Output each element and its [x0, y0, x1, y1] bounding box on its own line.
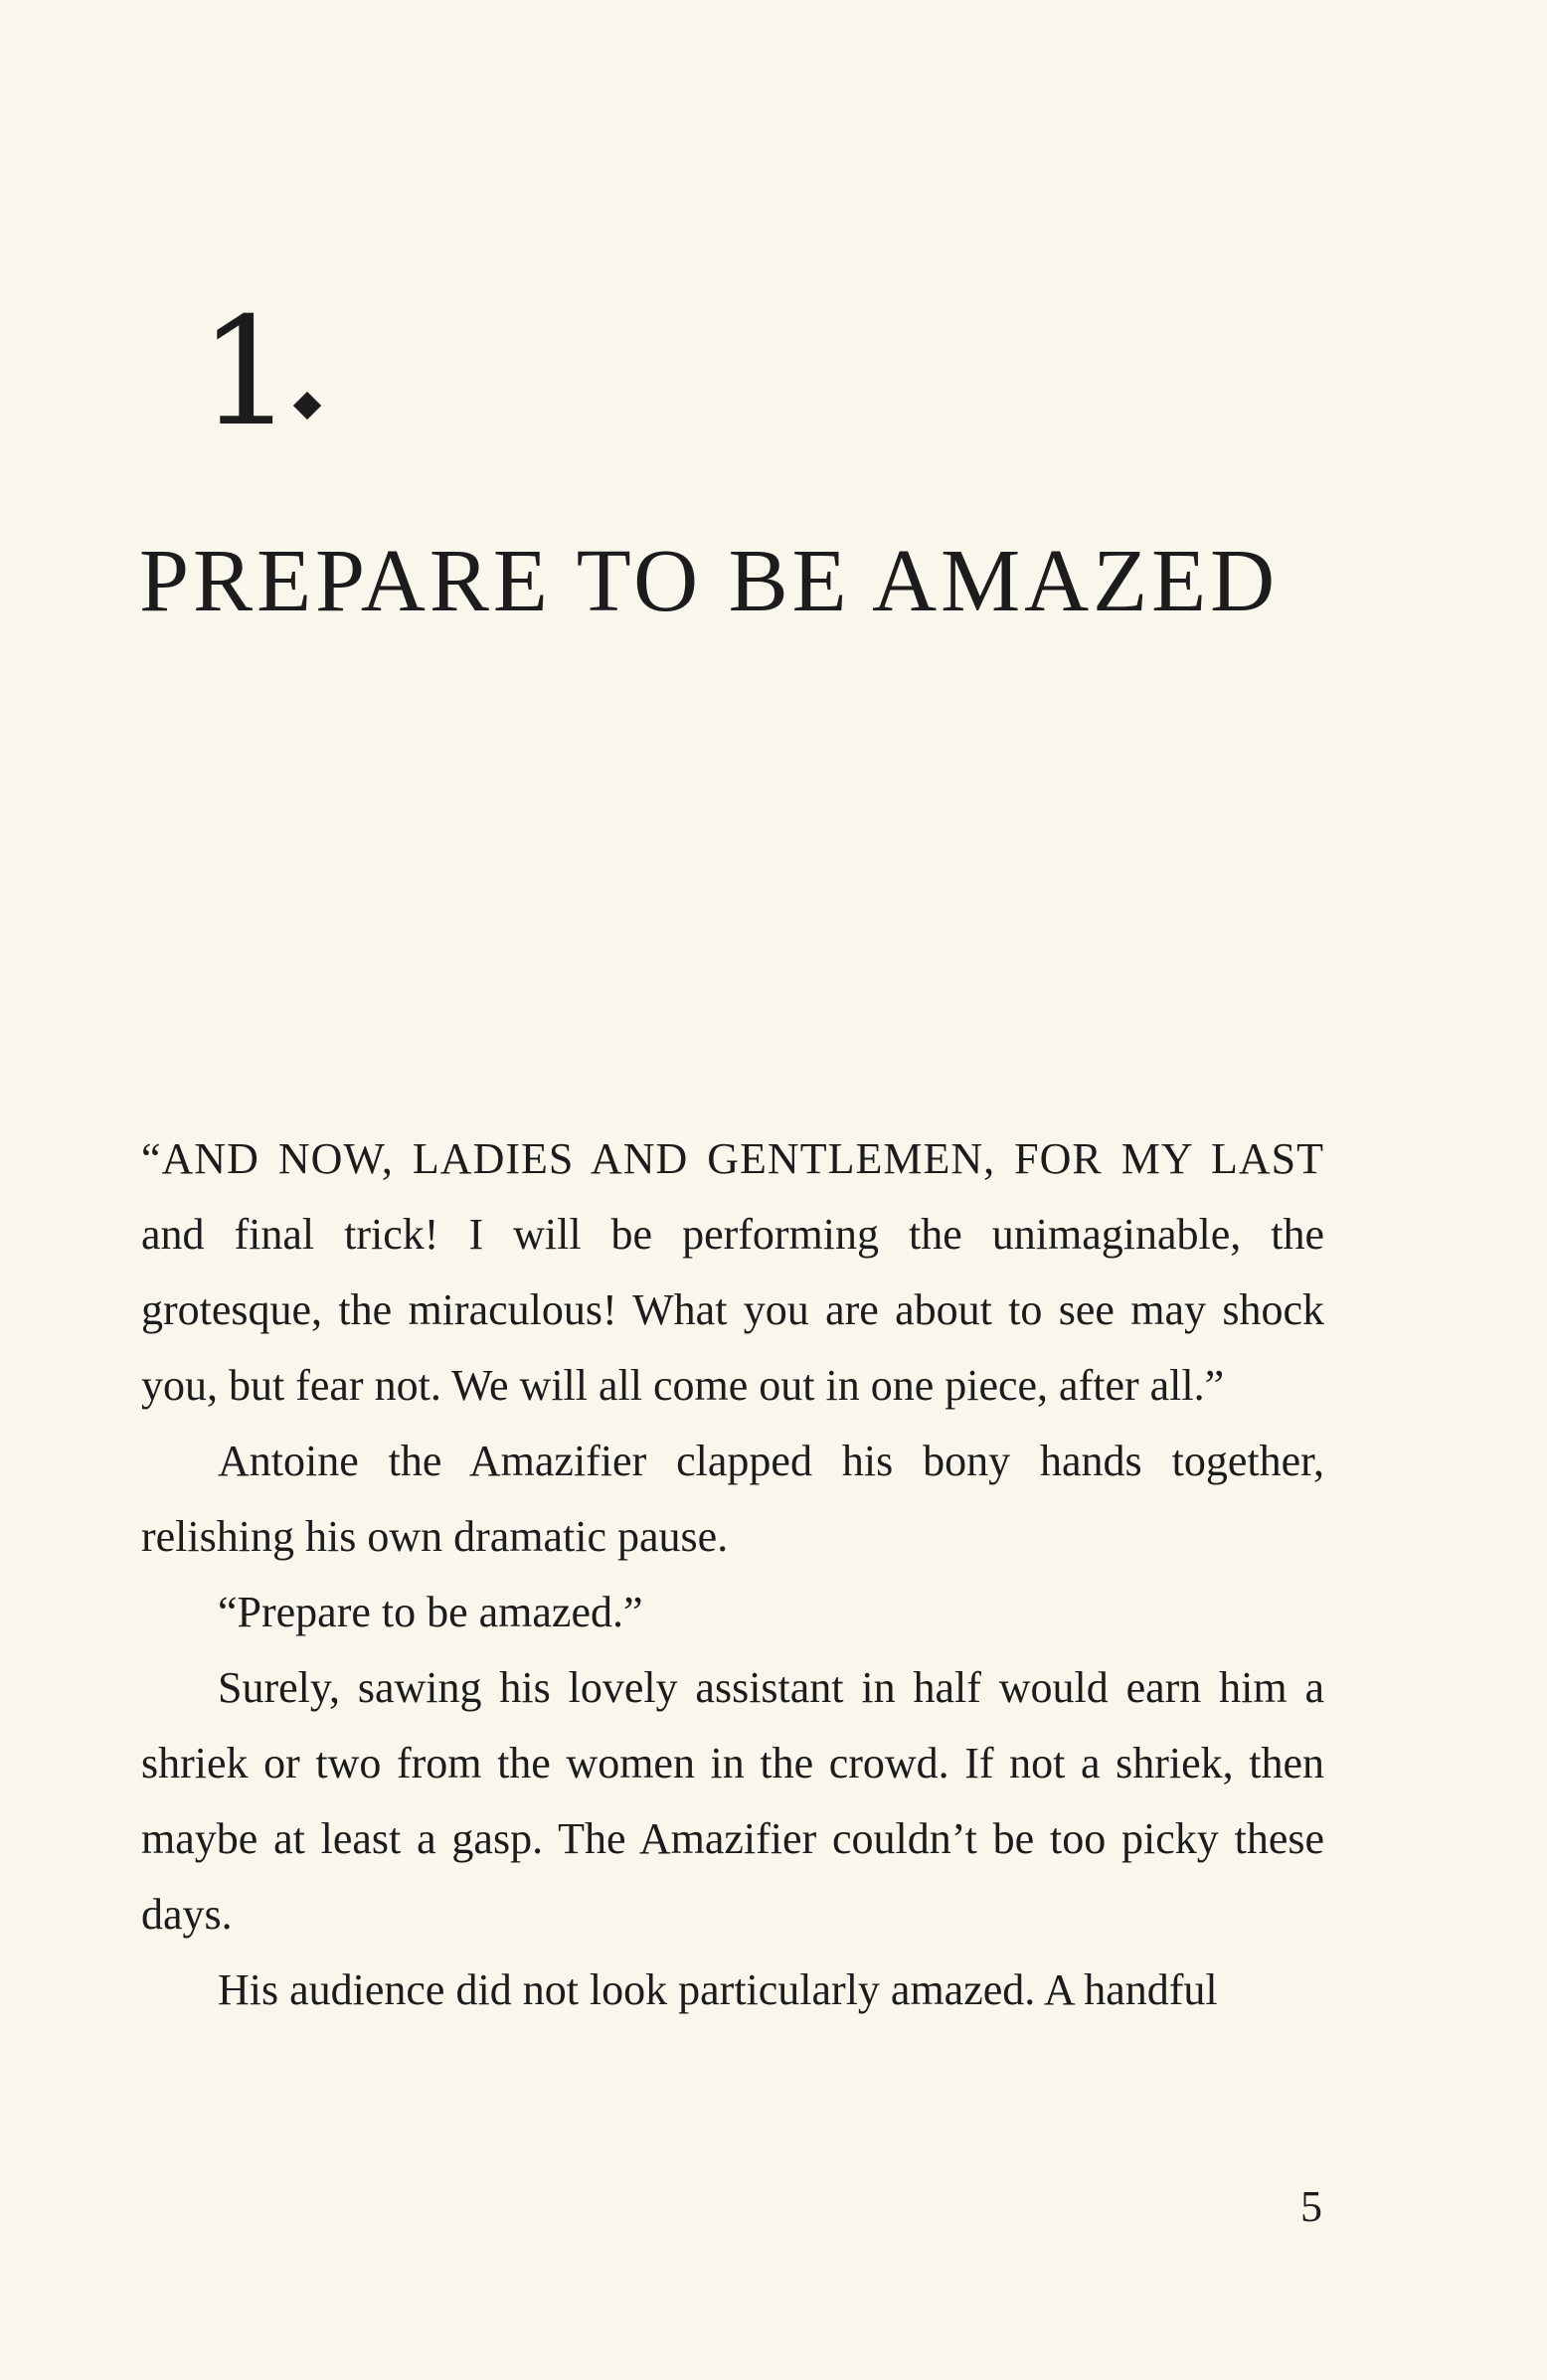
chapter-number	[199, 286, 317, 459]
chapter-body	[141, 1121, 1324, 2028]
paragraph: Antoine the Amazifier clapped his bony hands together, relishing his own dramatic pause.	[141, 1437, 1324, 1561]
paragraph: Surely, sawing his lovely assistant in half would earn him a shriek or two from the women in the crowd. If not a shriek, then maybe at least a gasp. The Amazifier couldn’t be too picky these days.	[141, 1663, 1324, 1939]
diamond-ornament-icon	[293, 392, 321, 420]
paragraph-opening-text: and final trick! I will be performing the unimaginable, the grotesque, the miraculous! What you are about to see may shock you, but fear not. We will all come out in one piece, after all.”	[141, 1210, 1324, 1410]
paragraph: “Prepare to be amazed.”	[218, 1588, 643, 1636]
paragraph-opening	[141, 1121, 1324, 1424]
paragraph: His audience did not look particularly amazed. A handful	[218, 1965, 1218, 2014]
opening-small-caps: “AND NOW, LADIES AND GENTLEMEN, FOR MY LAST	[141, 1134, 1324, 1183]
page-number: 5	[1300, 2182, 1322, 2231]
chapter-number-text: 1	[199, 286, 292, 459]
chapter-title: PREPARE TO BE AMAZED	[139, 532, 1280, 630]
